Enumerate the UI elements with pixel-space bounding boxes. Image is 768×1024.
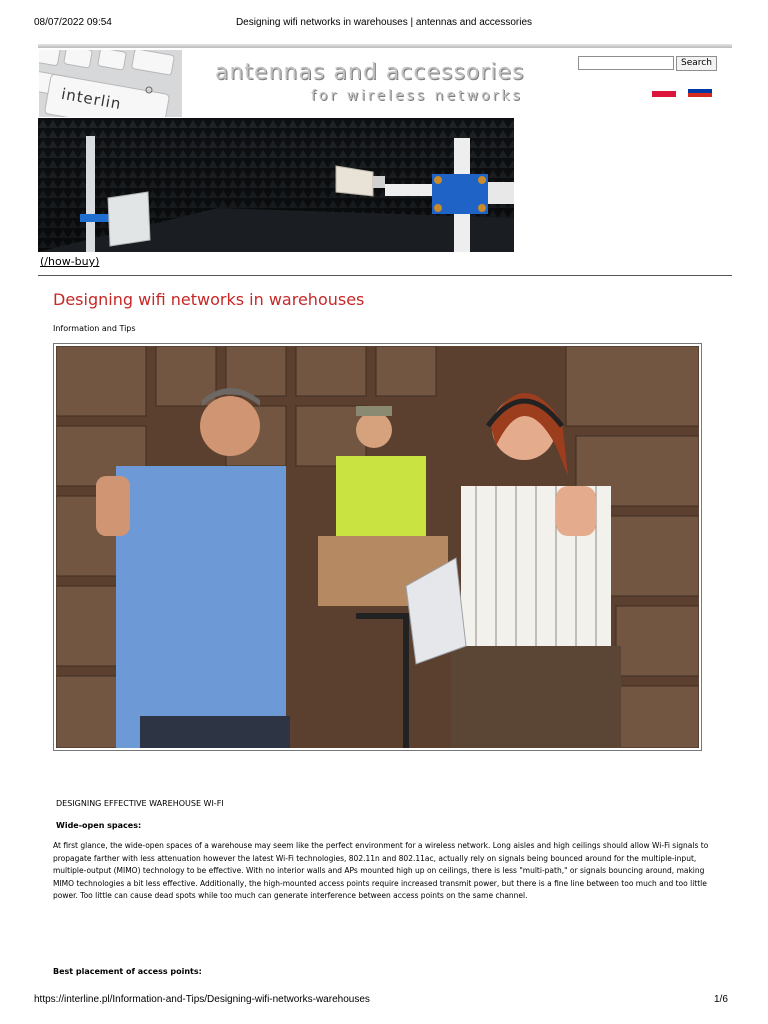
breadcrumb-category: Information and Tips (53, 324, 136, 333)
subheading-wide-open: Wide-open spaces: (56, 821, 142, 830)
warehouse-photo (56, 346, 699, 748)
flag-pl-icon[interactable] (652, 85, 676, 97)
how-buy-link[interactable]: (/how-buy) (40, 255, 100, 268)
brand-tagline-2: for wireless networks (311, 88, 523, 104)
paragraph-wide-open: At first glance, the wide-open spaces of a warehouse may seem like the perfect environment for a wireless network. Long aisles and high ceilings should allow Wi-Fi signals to propagate farther with less attenuation however the latest Wi-Fi technologies, 802.11n and 802.11ac, actually rely on signals being bounced around for the multiple-input, multiple-output (MIMO) technology to be effective. With no interior walls and APs mounted high up on ceilings, there is less "multi-path," or signals bouncing around, making MIMO technologies a bit less effective. Additionally, the high-mounted access points require increased transmit power, but there is a fine line between too much and too little power. Too little can cause dead spots while too much can generate interference between access points on the same channel. (53, 841, 709, 900)
print-url: https://interline.pl/Information-and-Tips/Designing-wifi-networks-warehouses (34, 994, 370, 1005)
print-doc-title: Designing wifi networks in warehouses | antennas and accessories (235, 17, 533, 28)
print-datetime: 08/07/2022 09:54 (34, 17, 112, 28)
print-page-number: 1/6 (714, 994, 728, 1005)
antenna-chamber-image (38, 118, 514, 252)
section-heading: DESIGNING EFFECTIVE WAREHOUSE WI-FI (56, 799, 224, 808)
warehouse-people-image (56, 346, 699, 748)
brand-tagline-1: antennas and accessories (215, 60, 525, 85)
search-input[interactable] (578, 56, 674, 70)
header-divider (38, 275, 732, 276)
banner-image[interactable] (38, 118, 514, 252)
logo-text: interlin (59, 84, 123, 114)
site-logo[interactable] (39, 50, 182, 117)
search-button[interactable]: Search (676, 56, 717, 71)
subheading-placement: Best placement of access points: (53, 967, 202, 976)
header-rule (38, 44, 732, 48)
page-title: Designing wifi networks in warehouses (53, 290, 365, 309)
flag-ru-icon[interactable] (688, 85, 712, 97)
